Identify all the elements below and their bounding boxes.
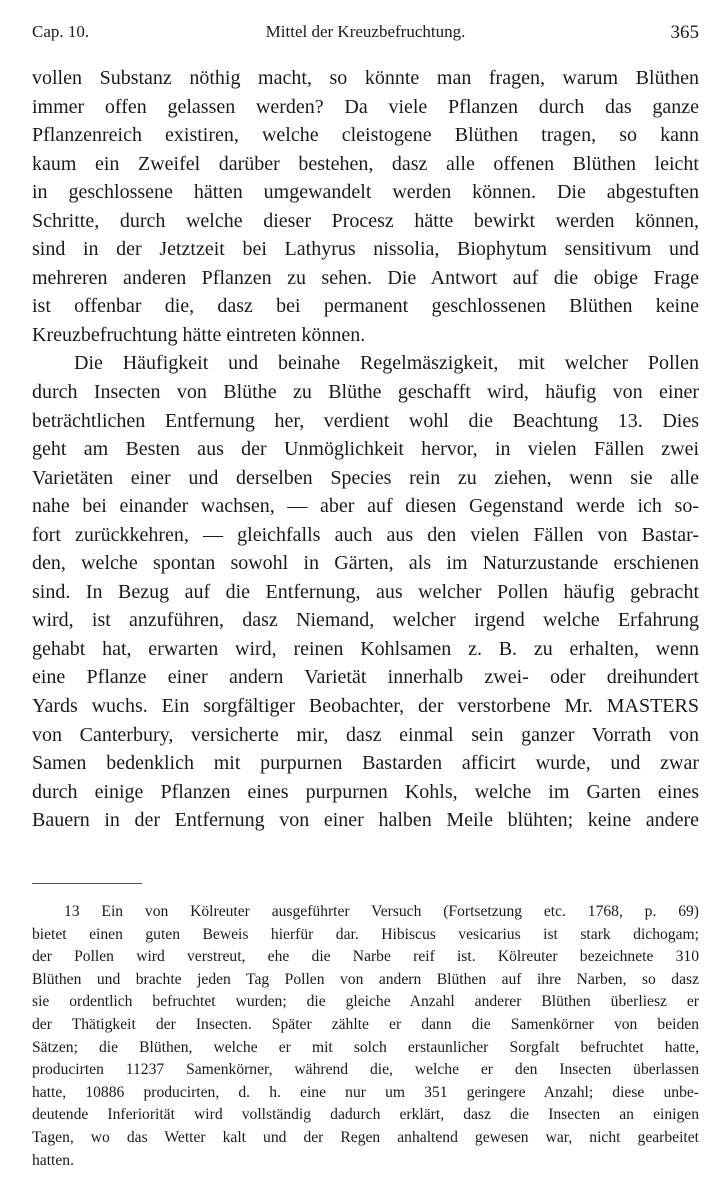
text-line: Bauern in der Entfernung von einer halben Meile blühten; keine andere: [32, 809, 699, 832]
text-line: in geschlossene hätten umgewandelt werden können. Die abgestuften: [32, 181, 699, 204]
text-line: vollen Substanz nöthig macht, so könnte man fragen, warum Blüthen: [32, 67, 699, 89]
footnote-line: Blüthen und brachte jeden Tag Pollen von andern Blüthen auf ihre Narben, so dasz: [32, 970, 699, 988]
text-line: von Canterbury, versicherte mir, dasz einmal sein ganzer Vorrath von: [32, 723, 699, 746]
text-line: Schritte, durch welche dieser Procesz hätte bewirkt werden können,: [32, 209, 699, 232]
text-line: Pflanzenreich existiren, welche cleistogene Blüthen tragen, so kann: [32, 124, 699, 147]
page-number: 365: [670, 22, 699, 43]
text-line: immer offen gelassen werden? Da viele Pflanzen durch das ganze: [32, 95, 699, 118]
footnote-line: producirten 11237 Samenkörner, während die, welche er den Insecten überlassen: [32, 1061, 699, 1079]
footnote-line: deutende Inferiorität wird vollständig dadurch erklärt, dasz die Insecten an einigen: [32, 1106, 699, 1124]
text-line: gehabt hat, erwarten wird, reinen Kohlsamen z. B. zu erhalten, wenn: [32, 637, 699, 660]
text-line: Yards wuchs. Ein sorgfältiger Beobachter, der verstorbene Mr. MASTERS: [32, 695, 699, 718]
running-header: [32, 22, 699, 50]
footnote-line: hatten.: [32, 1151, 74, 1169]
chapter-label: Cap. 10.: [32, 22, 90, 41]
footnote-line: bietet einen guten Beweis hierfür dar. Hibiscus vesicarius ist stark dichogam;: [32, 925, 699, 943]
text-line: beträchtlichen Entfernung her, verdient wohl die Beachtung 13. Dies: [32, 409, 699, 432]
text-line: durch Insecten von Blüthe zu Blüthe geschafft wird, häufig von einer: [32, 381, 699, 404]
text-line: sind in der Jetztzeit bei Lathyrus nissolia, Biophytum sensitivum und: [32, 238, 699, 261]
footnote-line: hatte, 10886 producirten, d. h. eine nur um 351 geringere Anzahl; diese unbe-: [32, 1083, 699, 1101]
text-line: durch einige Pflanzen eines purpurnen Kohls, welche im Garten eines: [32, 780, 699, 803]
text-line: sind. In Bezug auf die Entfernung, aus welcher Pollen häufig gebracht: [32, 580, 699, 603]
footnote-line: der Thätigkeit der Insecten. Später zählte er dann die Samenkörner von beiden: [32, 1015, 699, 1033]
text-line: fort zurückkehren, — gleichfalls auch aus den vielen Fällen von Bastar-: [32, 523, 699, 546]
text-line: kaum ein Zweifel darüber bestehen, dasz alle offenen Blüthen leicht: [32, 152, 699, 175]
text-line: wird, ist anzuführen, dasz Niemand, welcher irgend welche Erfahrung: [32, 609, 699, 632]
text-line: ist offenbar die, dasz bei permanent geschlossenen Blüthen keine: [32, 295, 699, 318]
main-text: [32, 64, 699, 835]
footnotes: [32, 901, 699, 1172]
text-line: nahe bei einander wachsen, — aber auf diesen Gegenstand werde ich so-: [32, 495, 699, 518]
footnote-line: sie ordentlich befruchtet wurden; die gleiche Anzahl anderer Blüthen überliesz er: [32, 993, 699, 1011]
text-line: eine Pflanze einer andern Varietät innerhalb zwei- oder dreihundert: [32, 666, 699, 689]
footnote-line: der Pollen wird verstreut, ehe die Narbe reif ist. Kölreuter bezeichnete 310: [32, 948, 699, 966]
footnote-line: 13 Ein von Kölreuter ausgeführter Versuch (Fortsetzung etc. 1768, p. 69): [64, 903, 699, 920]
text-line: Samen bedenklich mit purpurnen Bastarden afficirt wurde, und zwar: [32, 752, 699, 775]
footnote-separator: [32, 883, 142, 884]
text-line: Varietäten einer und derselben Species rein zu ziehen, wenn sie alle: [32, 466, 699, 489]
running-title: Mittel der Kreuzbefruchtung.: [265, 22, 466, 41]
text-line: Kreuzbefruchtung hätte eintreten können.: [32, 323, 366, 346]
text-line: geht am Besten aus der Unmöglichkeit hervor, in vielen Fällen zwei: [32, 438, 699, 461]
text-line: den, welche spontan sowohl in Gärten, als im Naturzustande erschienen: [32, 552, 699, 575]
text-line: mehreren anderen Pflanzen zu sehen. Die Antwort auf die obige Frage: [32, 266, 699, 289]
text-line: Die Häufigkeit und beinahe Regelmäszigkeit, mit welcher Pollen: [74, 352, 699, 375]
footnote-line: Tagen, wo das Wetter kalt und der Regen anhaltend gewesen war, nicht gearbeitet: [32, 1128, 699, 1146]
footnote-line: Sätzen; die Blüthen, welche er mit solch erstaunlicher Sorgfalt befruchtet hatte,: [32, 1038, 699, 1056]
